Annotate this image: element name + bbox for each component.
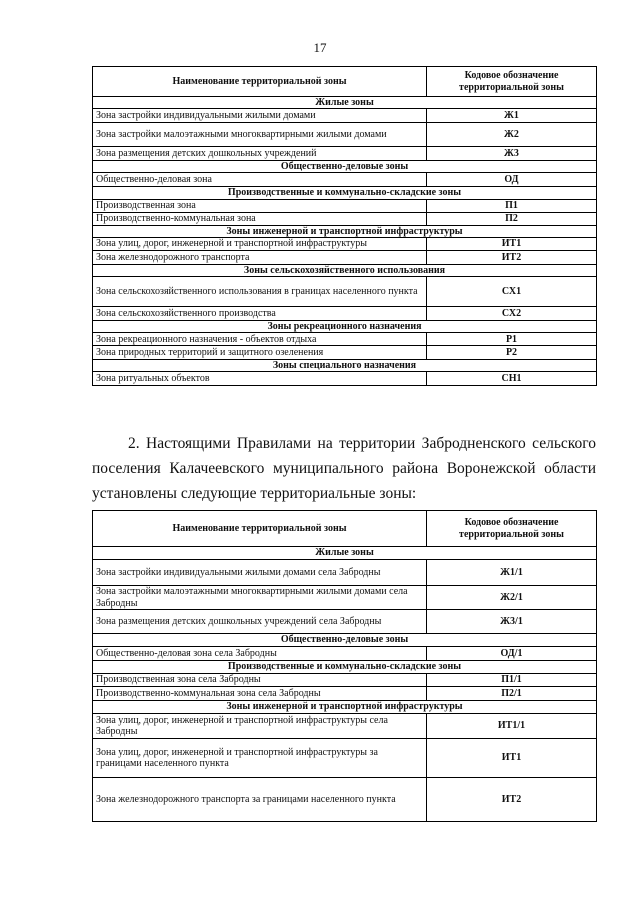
zone-code: ИТ2	[427, 250, 597, 264]
section-row	[93, 634, 597, 647]
zone-name: Зона застройки малоэтажными многоквартирными жилыми домами	[93, 123, 427, 147]
table-row	[93, 109, 597, 123]
zone-name: Зона улиц, дорог, инженерной и транспортной инфраструктуры за границами населенного пункта	[93, 739, 427, 778]
table-row	[93, 372, 597, 386]
zone-code: Ж1	[427, 109, 597, 123]
zone-code: Ж3/1	[427, 610, 597, 634]
zone-name: Производственно-коммунальная зона	[93, 212, 427, 225]
section-title: Производственные и коммунально-складские зоны	[93, 661, 597, 674]
zone-code: ИТ1	[427, 237, 597, 250]
zone-code: П1/1	[427, 674, 597, 687]
zone-name: Зона железнодорожного транспорта	[93, 250, 427, 264]
table-row	[93, 147, 597, 161]
section-row	[93, 97, 597, 109]
page-number: 17	[313, 40, 327, 55]
column-header-name: Наименование территориальной зоны	[93, 511, 427, 547]
table-header-row	[93, 511, 597, 547]
section-row	[93, 360, 597, 372]
zone-code: Р2	[427, 346, 597, 360]
table-row	[93, 276, 597, 306]
section-title: Общественно-деловые зоны	[93, 634, 597, 647]
zone-code: ОД/1	[427, 647, 597, 661]
column-header-code: Кодовое обозначение территориальной зоны	[427, 67, 597, 97]
section-title: Зоны инженерной и транспортной инфраструктуры	[93, 701, 597, 714]
zone-name: Зона застройки индивидуальными жилыми домами	[93, 109, 427, 123]
zone-code: П1	[427, 199, 597, 212]
zone-code: ОД	[427, 173, 597, 187]
zone-code: СХ2	[427, 306, 597, 320]
section-title: Производственные и коммунально-складские зоны	[93, 187, 597, 199]
table-row	[93, 687, 597, 701]
table-header-row	[93, 67, 597, 97]
table-row	[93, 586, 597, 610]
section-row	[93, 264, 597, 276]
section-title: Зоны инженерной и транспортной инфраструктуры	[93, 225, 597, 237]
zones-table-2	[92, 510, 597, 822]
table-row	[93, 173, 597, 187]
zone-name: Зона размещения детских дошкольных учреждений	[93, 147, 427, 161]
table-row	[93, 647, 597, 661]
zone-name: Зона улиц, дорог, инженерной и транспортной инфраструктуры	[93, 237, 427, 250]
zone-name: Зона природных территорий и защитного озеленения	[93, 346, 427, 360]
table-row	[93, 306, 597, 320]
section-row	[93, 701, 597, 714]
section-row	[93, 547, 597, 560]
table-row	[93, 123, 597, 147]
zone-code: СХ1	[427, 276, 597, 306]
section-title: Жилые зоны	[93, 547, 597, 560]
zone-name: Зона застройки малоэтажными многоквартирными жилыми домами села Забродны	[93, 586, 427, 610]
zone-name: Общественно-деловая зона села Забродны	[93, 647, 427, 661]
table-row	[93, 778, 597, 822]
section-title: Зоны сельскохозяйственного использования	[93, 264, 597, 276]
zone-name: Общественно-деловая зона	[93, 173, 427, 187]
zone-code: ИТ1	[427, 739, 597, 778]
section-title: Зоны рекреационного назначения	[93, 320, 597, 332]
zone-code: П2/1	[427, 687, 597, 701]
table-row	[93, 560, 597, 586]
zone-name: Зона железнодорожного транспорта за границами населенного пункта	[93, 778, 427, 822]
table-row	[93, 346, 597, 360]
section-title: Общественно-деловые зоны	[93, 161, 597, 173]
section-title: Жилые зоны	[93, 97, 597, 109]
column-header-code: Кодовое обозначение территориальной зоны	[427, 511, 597, 547]
zone-name: Зона улиц, дорог, инженерной и транспортной инфраструктуры села Забродны	[93, 714, 427, 739]
paragraph-line: 2. Настоящими Правилами на территории Забродненского сельского	[128, 435, 596, 452]
zones-table-2-body	[93, 511, 597, 822]
zone-code: П2	[427, 212, 597, 225]
zone-name: Зона размещения детских дошкольных учреждений села Забродны	[93, 610, 427, 634]
zone-name: Зона ритуальных объектов	[93, 372, 427, 386]
zone-name: Зона сельскохозяйственного производства	[93, 306, 427, 320]
paragraph-line: поселения Калачеевского муниципального района Воронежской области	[92, 460, 596, 477]
zone-name: Производственная зона	[93, 199, 427, 212]
table-row	[93, 714, 597, 739]
section-row	[93, 320, 597, 332]
zone-name: Производственная зона села Забродны	[93, 674, 427, 687]
zone-name: Зона сельскохозяйственного использования в границах населенного пункта	[93, 276, 427, 306]
table-row	[93, 333, 597, 346]
zone-code: Р1	[427, 333, 597, 346]
section-row	[93, 161, 597, 173]
zone-name: Зона рекреационного назначения - объектов отдыха	[93, 333, 427, 346]
table-row	[93, 237, 597, 250]
zone-code: СН1	[427, 372, 597, 386]
zone-name: Производственно-коммунальная зона села Забродны	[93, 687, 427, 701]
zone-name: Зона застройки индивидуальными жилыми домами села Забродны	[93, 560, 427, 586]
section-row	[93, 661, 597, 674]
table-row	[93, 674, 597, 687]
table-row	[93, 610, 597, 634]
section-row	[93, 187, 597, 199]
paragraph-zones-intro	[92, 431, 596, 506]
section-row	[93, 225, 597, 237]
paragraph-line: установлены следующие территориальные зоны:	[92, 485, 417, 502]
table-row	[93, 739, 597, 778]
zones-table-1-body	[93, 67, 597, 386]
section-title: Зоны специального назначения	[93, 360, 597, 372]
zone-code: Ж1/1	[427, 560, 597, 586]
table-row	[93, 212, 597, 225]
table-row	[93, 199, 597, 212]
zone-code: Ж3	[427, 147, 597, 161]
table-row	[93, 250, 597, 264]
column-header-name: Наименование территориальной зоны	[93, 67, 427, 97]
zone-code: ИТ2	[427, 778, 597, 822]
zone-code: Ж2	[427, 123, 597, 147]
zones-table-1	[92, 66, 597, 386]
zone-code: ИТ1/1	[427, 714, 597, 739]
zone-code: Ж2/1	[427, 586, 597, 610]
